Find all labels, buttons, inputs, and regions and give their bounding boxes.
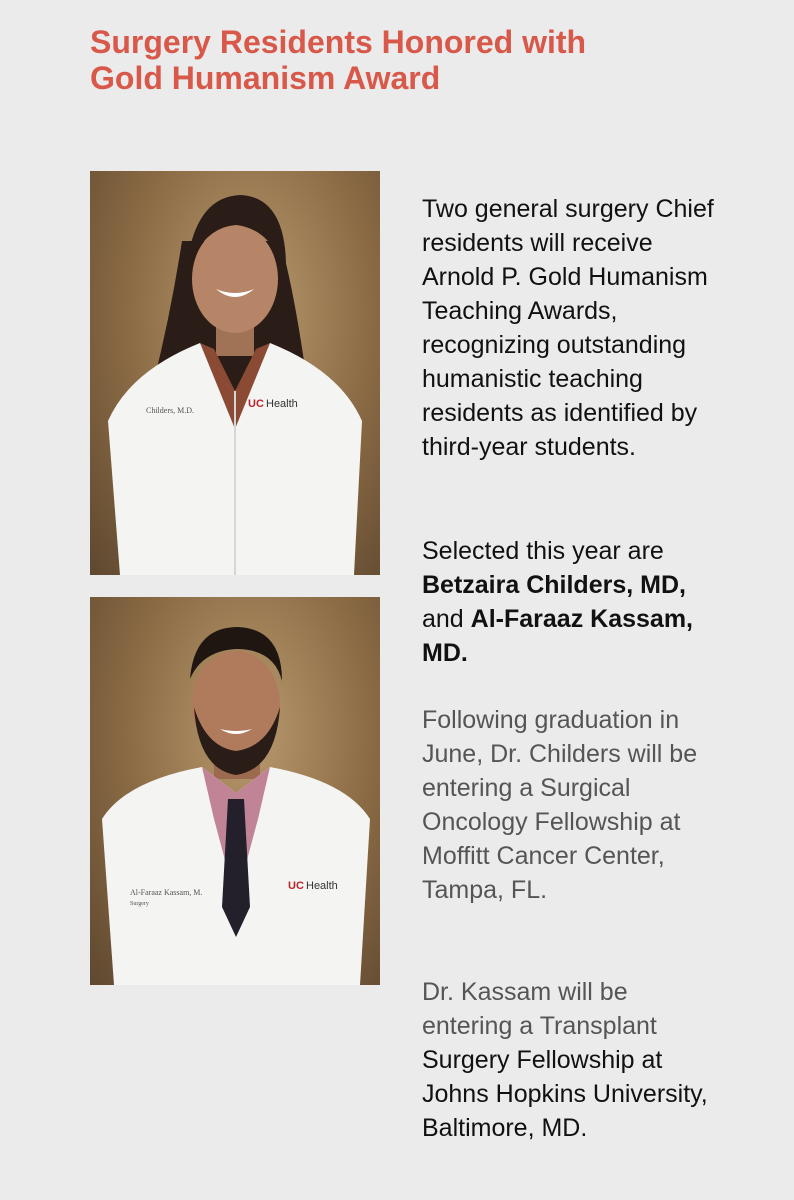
- title-line-2: Gold Humanism Award: [90, 60, 441, 96]
- selected-prefix: Selected this year are: [422, 537, 664, 565]
- conjunction: and: [422, 605, 464, 633]
- kassam-coat-embroidery: Al-Faraaz Kassam, M.: [130, 888, 203, 897]
- uc-logo-mark: UC: [248, 398, 264, 410]
- article-title: [90, 24, 750, 96]
- kassam-coat-department: Surgery: [130, 901, 149, 907]
- childers-coat-embroidery: Childers, M.D.: [146, 406, 194, 415]
- uc-logo-text: Health: [266, 398, 298, 410]
- portrait-childers: [90, 171, 380, 575]
- kassam-plan-text-b: Surgery Fellowship at Johns Hopkins University, Baltimore, MD.: [422, 1046, 708, 1142]
- childers-plan-text: Following graduation in June, Dr. Childers will be entering a Surgical Oncology Fellowship at Moffitt Cancer Center, Tampa, FL.: [422, 706, 698, 904]
- kassam-plan-paragraph: [422, 975, 722, 1145]
- intro-paragraph: [422, 192, 722, 464]
- title-line-1: Surgery Residents Honored with: [90, 24, 587, 60]
- portrait-kassam-illustration: [90, 597, 380, 985]
- portrait-childers-illustration: [90, 171, 380, 575]
- honoree-childers: Betzaira Childers, MD,: [422, 571, 686, 599]
- kassam-plan-text-a: Dr. Kassam will be entering a Transplant: [422, 978, 657, 1040]
- portrait-kassam: [90, 597, 380, 985]
- intro-text: Two general surgery Chief residents will receive Arnold P. Gold Humanism Teaching Awards, recognizing outstanding humanistic teaching residents as identified by third-year students.: [422, 195, 714, 461]
- selected-paragraph: [422, 534, 722, 670]
- honoree-kassam: Al-Faraaz Kassam, MD.: [422, 605, 693, 667]
- uc-logo-text: Health: [306, 880, 338, 892]
- uc-logo-mark: UC: [288, 880, 304, 892]
- childers-plan-paragraph: [422, 703, 722, 907]
